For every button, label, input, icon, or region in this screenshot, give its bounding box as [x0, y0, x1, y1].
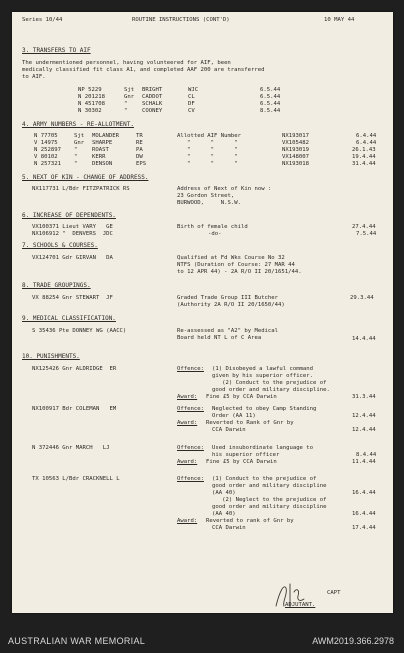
- date: 17.4.44: [352, 525, 376, 531]
- new-number: VX148007: [282, 154, 309, 160]
- institution-name: AUSTRALIAN WAR MEMORIAL: [8, 636, 146, 646]
- offence-line: (2) Neglect to the prejudice of: [212, 497, 327, 503]
- address-line: Address of Next of Kin now :: [177, 186, 272, 192]
- old-number: V 14975: [34, 140, 58, 146]
- surname: CADDOT: [142, 94, 163, 100]
- award-label: Award:: [177, 459, 198, 465]
- offence-label: Offence:: [177, 406, 204, 412]
- detail-line: to 12 APR 44) - 2A R/O II 20/1651/44.: [177, 269, 302, 275]
- date: 6.4.44: [356, 133, 377, 139]
- date: 26.1.43: [352, 147, 376, 153]
- award-label: Award:: [177, 394, 198, 400]
- date: 11.4.44: [352, 459, 376, 465]
- member: N 372446 Gnr MARCH LJ: [32, 445, 110, 451]
- army-number: N 201218: [78, 94, 105, 100]
- new-number: VX105482: [282, 140, 309, 146]
- award-text: Fine £5 by CCA Darwin: [206, 394, 277, 400]
- new-number: NX193018: [282, 161, 309, 167]
- archive-footer: [0, 626, 404, 653]
- old-number: N 252897: [34, 147, 61, 153]
- rank: Sjt: [124, 87, 135, 93]
- old-number: N 257321: [34, 161, 61, 167]
- date: 8.4.44: [356, 452, 377, 458]
- paragraph-line: to AIF.: [22, 74, 46, 80]
- award-label: Award:: [177, 420, 198, 426]
- offence-line: Neglected to obey Camp Standing: [212, 406, 317, 412]
- army-number: N 451708: [78, 101, 105, 107]
- detail: Birth of female child: [177, 224, 248, 230]
- detail-line: NTFS (Duration of Course: 27 MAR 44: [177, 262, 295, 268]
- date: 6.4.44: [356, 140, 377, 146]
- rank: ": [74, 154, 78, 160]
- new-number: NX193019: [282, 147, 309, 153]
- rank: ": [124, 101, 128, 107]
- date: 19.4.44: [352, 154, 376, 160]
- member: NX125426 Gnr ALDRIDGE ER: [32, 366, 117, 372]
- member: S 35436 Pte DONNEY WG (AACC): [32, 328, 127, 334]
- surname: SCHALK: [142, 101, 163, 107]
- detail-line: Re-assessed as "A2" by Medical: [177, 328, 279, 334]
- signatory-rank: CAPT: [327, 590, 341, 596]
- detail-line: (Authority 2A R/O II 20/1650/44): [177, 302, 285, 308]
- rank: Gnr: [124, 94, 135, 100]
- date: 31.4.44: [352, 161, 376, 167]
- date: 14.4.44: [352, 336, 376, 342]
- offence-line: given by his superior officer.: [212, 373, 314, 379]
- date: 12.4.44: [352, 413, 376, 419]
- offence-line: good order and military discipline: [212, 483, 327, 489]
- member: NX117731 L/Bdr FITZPATRICK RS: [32, 186, 130, 192]
- detail-line: Qualified at Fd Wks Course No 32: [177, 255, 285, 261]
- ditto-mark: " " ": [187, 161, 238, 167]
- offence-line: (1) Disobeyed a lawful command: [212, 366, 314, 372]
- old-number: V 80102: [34, 154, 58, 160]
- detail-line: Board held NT L of C Area: [177, 335, 262, 341]
- initials: DF: [188, 101, 195, 107]
- initials: EPS: [136, 161, 147, 167]
- offence-line: (1) Conduct to the prejudice of: [212, 476, 317, 482]
- offence-label: Offence:: [177, 445, 204, 451]
- date: 6.5.44: [260, 101, 281, 107]
- surname: COONEY: [142, 108, 163, 114]
- detail: -do-: [208, 231, 222, 237]
- offence-line: good order and military discipline.: [212, 387, 330, 393]
- document-date: 10 MAY 44: [324, 17, 355, 23]
- member: VX124701 Gdr GIRVAN DA: [32, 255, 113, 261]
- date: 7.5.44: [356, 231, 377, 237]
- detail-line: Graded Trade Group III Butcher: [177, 295, 279, 301]
- rank: Gnr: [74, 140, 85, 146]
- date: 16.4.44: [352, 490, 376, 496]
- signatory-role: ADJUTANT.: [285, 602, 316, 608]
- rank: ": [74, 147, 78, 153]
- section-heading-punishments: 10. PUNISHMENTS.: [22, 353, 80, 360]
- paragraph-line: The undermentioned personnel, having volunteered for AIF, been: [22, 60, 231, 66]
- surname: ROAST: [92, 147, 109, 153]
- ditto-mark: " " ": [187, 140, 238, 146]
- award-text: CCA Darwin: [212, 427, 246, 433]
- section-heading-trade: 8. TRADE GROUPINGS.: [22, 282, 91, 289]
- address-line: BURWOOD, N.S.W.: [177, 200, 241, 206]
- new-number: NX193017: [282, 133, 309, 139]
- army-number: NP 5229: [78, 87, 102, 93]
- ditto-mark: " " ": [187, 154, 238, 160]
- section-heading-schools: 7. SCHOOLS & COURSES.: [22, 242, 98, 249]
- member: TX 10563 L/Bdr CRACKNELL L: [32, 476, 120, 482]
- offence-line: Used insubordinate language to: [212, 445, 314, 451]
- army-number: N 30302: [78, 108, 102, 114]
- offence-label: Offence:: [177, 366, 204, 372]
- section-heading-dependents: 6. INCREASE OF DEPENDENTS.: [22, 212, 116, 219]
- document-title: ROUTINE INSTRUCTIONS (CONT'D): [132, 17, 230, 23]
- series-number: Series 10/44: [22, 17, 63, 23]
- address-line: 23 Gordon Street,: [177, 193, 235, 199]
- surname: BRIGHT: [142, 87, 163, 93]
- award-text: Reverted to rank of Gnr by: [206, 518, 294, 524]
- accession-number: AWM2019.366.2978: [312, 636, 394, 646]
- offence-line: his superior officer: [212, 452, 280, 458]
- member: VX 88254 Gnr STEWART JF: [32, 295, 113, 301]
- date: 8.5.44: [260, 108, 281, 114]
- date: 29.3.44: [350, 295, 374, 301]
- section-heading-next-of-kin: 5. NEXT OF KIN - CHANGE OF ADDRESS.: [22, 174, 149, 181]
- date: 6.5.44: [260, 87, 281, 93]
- offence-line: good order and military discipline: [212, 504, 327, 510]
- initials: DW: [136, 154, 143, 160]
- date: 6.5.44: [260, 94, 281, 100]
- award-text: Reverted to Rank of Gnr by: [206, 420, 294, 426]
- surname: MOLANDER: [92, 133, 119, 139]
- surname: KERR: [92, 154, 106, 160]
- section-heading-medical: 9. MEDICAL CLASSIFICATION.: [22, 315, 116, 322]
- award-text: CCA Darwin: [212, 525, 246, 531]
- initials: RE: [136, 140, 143, 146]
- column-label-allotted: Allotted AIF Number: [177, 133, 241, 139]
- date: 12.4.44: [352, 427, 376, 433]
- section-heading-army-numbers: 4. ARMY NUMBERS - RE-ALLOTMENT.: [22, 121, 134, 128]
- initials: WJC: [188, 87, 199, 93]
- offence-line: Order (AA 11): [212, 413, 256, 419]
- award-text: Fine £5 by CCA Darwin: [206, 459, 277, 465]
- initials: PA: [136, 147, 143, 153]
- award-label: Award:: [177, 518, 198, 524]
- ditto-mark: " " ": [187, 147, 238, 153]
- rank: ": [74, 161, 78, 167]
- paragraph-line: medically classified fit class A1, and completed AAF 200 are transferred: [22, 67, 265, 73]
- surname: DENSON: [92, 161, 113, 167]
- initials: CV: [188, 108, 195, 114]
- rank: ": [124, 108, 128, 114]
- offence-line: (AA 40): [212, 511, 236, 517]
- offence-label: Offence:: [177, 476, 204, 482]
- old-number: N 77705: [34, 133, 58, 139]
- member: VX100371 Lieut VARY GE: [32, 224, 113, 230]
- initials: TR: [136, 133, 143, 139]
- date: 27.4.44: [352, 224, 376, 230]
- section-heading-transfers: 3. TRANSFERS TO AIF: [22, 47, 91, 54]
- surname: SHARPE: [92, 140, 113, 146]
- document-page: [12, 12, 393, 613]
- member: NX106912 " DENVERS JDC: [32, 231, 113, 237]
- offence-line: (2) Conduct to the prejudice of: [212, 380, 327, 386]
- date: 16.4.44: [352, 511, 376, 517]
- rank: Sjt: [74, 133, 85, 139]
- date: 31.3.44: [352, 394, 376, 400]
- member: NX100917 Bdr COLEMAN EM: [32, 406, 117, 412]
- offence-line: (AA 40): [212, 490, 236, 496]
- initials: CL: [188, 94, 195, 100]
